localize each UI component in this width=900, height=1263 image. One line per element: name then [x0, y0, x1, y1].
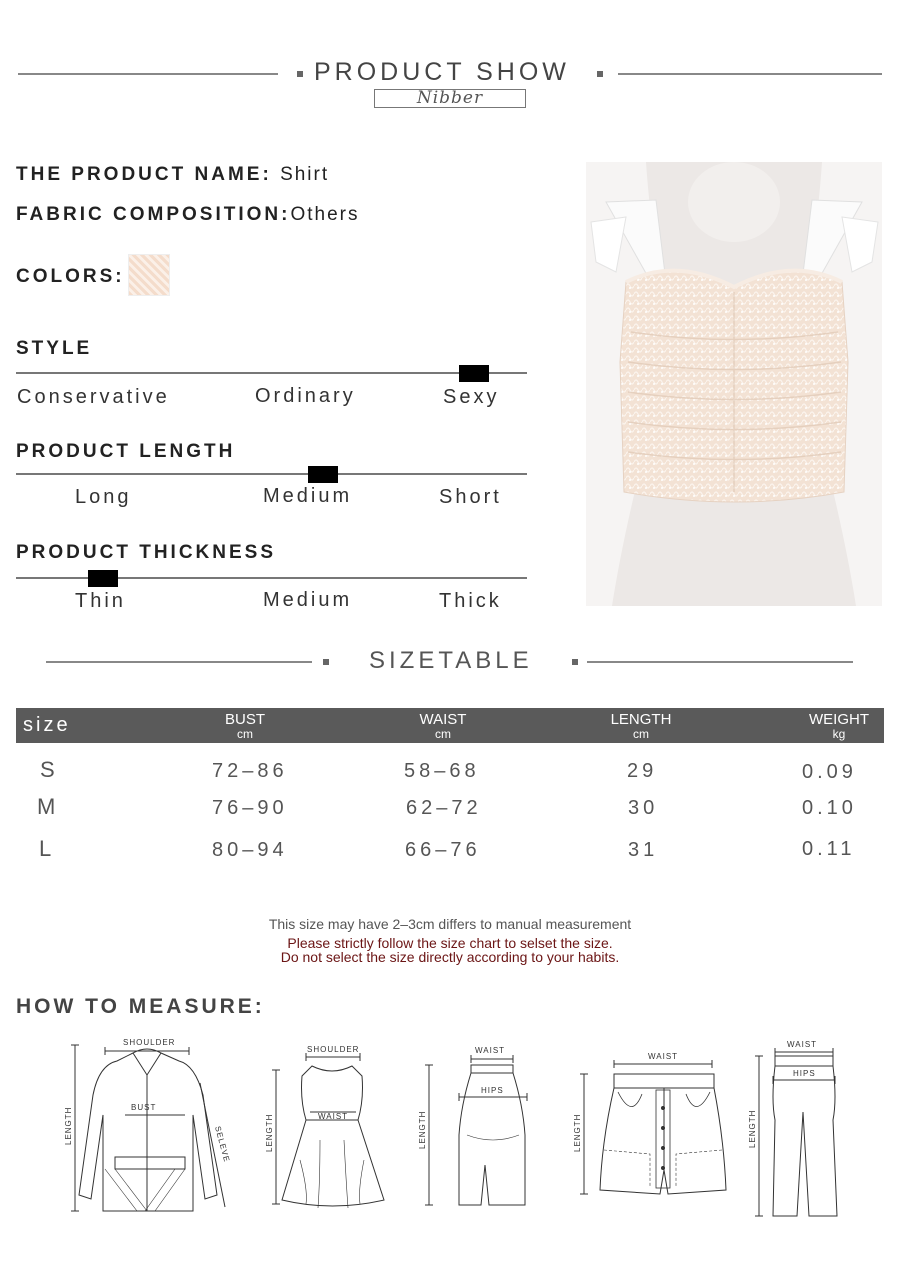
cell-bust: 76–90: [212, 797, 288, 819]
colors-label: COLORS:: [16, 266, 125, 287]
shirt-shoulder-label: SHOULDER: [123, 1038, 176, 1047]
pants-hips-label: HIPS: [793, 1069, 816, 1078]
shirt-bust-label: BUST: [131, 1103, 157, 1112]
shorts-waist-label: WAIST: [648, 1052, 679, 1061]
sizetable-divider-right: [587, 661, 853, 663]
cell-weight: 0.09: [802, 761, 857, 783]
cell-bust: 72–86: [212, 760, 288, 782]
shorts-length-label: LENGTH: [573, 1113, 582, 1152]
cell-waist: 58–68: [404, 760, 480, 782]
button-4: [661, 1166, 665, 1170]
button-2: [661, 1126, 665, 1130]
sizetable-bullet-right: [572, 659, 578, 665]
fabric-row: [16, 204, 359, 226]
length-option-long: Long: [75, 486, 132, 508]
pants-length-label: LENGTH: [748, 1109, 757, 1148]
cell-size: M: [37, 794, 60, 819]
skirt-waist-label: WAIST: [475, 1046, 506, 1055]
cell-size: S: [40, 757, 59, 782]
col-header-bust: BUST cm: [224, 711, 265, 741]
style-option-sexy: Sexy: [443, 386, 500, 408]
fabric-label: FABRIC COMPOSITION:: [16, 204, 291, 225]
col-header-weight: WEIGHT kg: [809, 711, 869, 741]
cell-weight: 0.11: [802, 838, 856, 860]
size-table-header: [16, 708, 884, 743]
thickness-marker: [88, 570, 118, 587]
shirt-measure-diagram: [55, 1035, 240, 1220]
col-header-length: LENGTH cm: [610, 711, 672, 741]
button-3: [661, 1146, 665, 1150]
pants-measure-diagram: [745, 1040, 855, 1222]
thickness-option-thin: Thin: [75, 590, 126, 612]
size-note-warning-2: Do not select the size directly according to your habits.: [280, 949, 620, 965]
length-scale: [16, 473, 527, 475]
color-swatch[interactable]: [128, 254, 170, 296]
cell-bust: 80–94: [212, 839, 288, 861]
thickness-option-medium: Medium: [263, 589, 353, 611]
style-scale: [16, 372, 527, 374]
header-bullet-right: [597, 71, 603, 77]
size-note-measurement: This size may have 2–3cm differs to manual measurement: [268, 916, 632, 932]
dress-waist-label: WAIST: [318, 1112, 349, 1121]
cell-length: 30: [628, 797, 659, 819]
shorts-measure-diagram: [572, 1050, 742, 1210]
fabric-value: Others: [290, 204, 360, 225]
skirt-length-label: LENGTH: [418, 1110, 427, 1149]
thickness-option-thick: Thick: [439, 590, 502, 612]
length-label: PRODUCT LENGTH: [16, 441, 236, 462]
cell-waist: 66–76: [405, 839, 481, 861]
cell-waist: 62–72: [406, 797, 482, 819]
header-bullet-left: [297, 71, 303, 77]
button-1: [661, 1106, 665, 1110]
dress-measure-diagram: [260, 1040, 400, 1215]
style-option-conservative: Conservative: [17, 386, 170, 408]
header-divider-left: [18, 73, 278, 75]
cell-length: 31: [628, 839, 659, 861]
col-header-waist: WAIST cm: [419, 711, 467, 741]
col-header-size: size: [23, 714, 71, 736]
product-name-label: THE PRODUCT NAME:: [16, 164, 272, 185]
cell-size: L: [39, 836, 56, 861]
pants-waist-label: WAIST: [787, 1040, 818, 1049]
cell-length: 29: [627, 760, 658, 782]
brand-logo: Nibber: [374, 89, 526, 108]
length-marker: [308, 466, 338, 483]
sizetable-divider-left: [46, 661, 312, 663]
style-option-ordinary: Ordinary: [255, 385, 356, 407]
shirt-length-label: LENGTH: [64, 1106, 73, 1145]
length-option-short: Short: [439, 486, 502, 508]
page-title: PRODUCT SHOW: [314, 58, 570, 86]
product-name-row: [16, 164, 329, 186]
size-note-warning-1: Please strictly follow the size chart to selset the size.: [287, 935, 613, 951]
sizetable-title: SIZETABLE: [369, 647, 533, 674]
how-to-measure-title: HOW TO MEASURE:: [16, 995, 265, 1018]
length-option-medium: Medium: [263, 485, 353, 507]
dress-length-label: LENGTH: [265, 1113, 274, 1152]
product-photo: [586, 162, 882, 606]
dress-shoulder-label: SHOULDER: [307, 1045, 360, 1054]
header-divider-right: [618, 73, 882, 75]
style-marker: [459, 365, 489, 382]
shirt-sleeve-label: SELEVE: [213, 1125, 232, 1164]
style-label: STYLE: [16, 338, 93, 359]
product-name-value: Shirt: [280, 164, 330, 185]
skirt-hips-label: HIPS: [481, 1086, 504, 1095]
thickness-label: PRODUCT THICKNESS: [16, 542, 277, 563]
sizetable-bullet-left: [323, 659, 329, 665]
cell-weight: 0.10: [802, 797, 857, 819]
skirt-measure-diagram: [415, 1045, 540, 1215]
